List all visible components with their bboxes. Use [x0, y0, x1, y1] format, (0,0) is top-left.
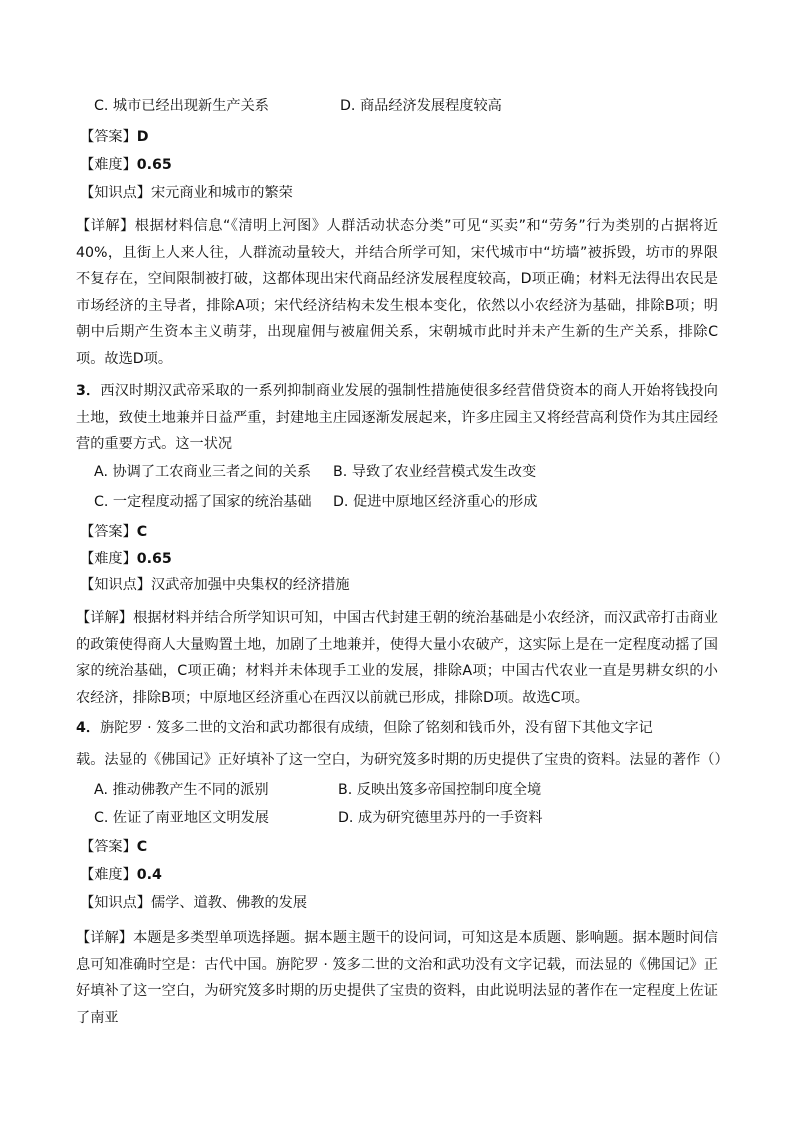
- q4-option-c: C. 佐证了南亚地区文明发展: [94, 810, 269, 826]
- detail-text: 根据材料信息“《清明上河图》人群活动状态分类”可见“买卖”和“劳务”行为类别的占据将近40%，且街上人来人往，人群流动量较大，并结合所学可知，宋代城市中“坊墙”被拆毁，坊市的界限不复存在，空间限制被打破，这都体现出宋代商品经济发展程度较高，D项正确；材料无法得出农民是市场经济的主导者，排除A项；宋代经济结构未发生根本变化，依然以小农经济为基础，排除B项；明朝中后期产生资本主义萌芽，出现雇佣与被雇佣关系，宋朝城市此时并未产生新的生产关系，排除C项。故选D项。: [76, 218, 718, 367]
- question-stem: 西汉时期汉武帝采取的一系列抑制商业发展的强制性措施使很多经营借贷资本的商人开始将钱投向土地，致使土地兼并日益严重，封建地主庄园逐渐发展起来，许多庄园主又将经营高利贷作为其庄园经营的重要方式。这一状况: [76, 383, 718, 453]
- question-number: 4．: [76, 720, 101, 736]
- q4-stem-line2: 载。法显的《佛国记》正好填补了这一空白，为研究笈多时期的历史提供了宝贵的资料。法显的著作（）: [76, 752, 729, 768]
- question-number: 3．: [76, 383, 101, 399]
- q2-detail: [76, 213, 718, 373]
- q3-option-b: B. 导致了农业经营模式发生改变: [333, 464, 537, 480]
- knowledge-value: 汉武帝加强中央集权的经济措施: [150, 577, 350, 593]
- q4-stem-line1: [76, 718, 653, 738]
- q3-option-c: C. 一定程度动摇了国家的统治基础: [94, 494, 312, 510]
- answer-value: D: [136, 129, 149, 145]
- q2-answer: [80, 127, 149, 147]
- answer-value: C: [136, 524, 148, 540]
- knowledge-value: 宋元商业和城市的繁荣: [150, 185, 293, 201]
- q3-option-a: A. 协调了工农商业三者之间的关系: [94, 464, 312, 480]
- q2-difficulty: [80, 155, 172, 175]
- answer-label: 【答案】: [80, 524, 137, 540]
- knowledge-value: 儒学、道教、佛教的发展: [150, 895, 308, 911]
- q3-detail: [76, 605, 718, 711]
- q4-option-b: B. 反映出笈多帝国控制印度全境: [338, 782, 542, 798]
- q2-option-d: D. 商品经济发展程度较高: [340, 98, 502, 114]
- q4-knowledge: [80, 893, 307, 913]
- difficulty-value: 0.65: [136, 551, 172, 567]
- detail-label: 【详解】: [76, 610, 134, 626]
- q2-knowledge: [80, 183, 293, 203]
- q4-difficulty: [80, 865, 162, 885]
- q4-option-d: D. 成为研究德里苏丹的一手资料: [338, 810, 543, 826]
- detail-label: 【详解】: [76, 930, 134, 946]
- difficulty-value: 0.4: [136, 867, 162, 883]
- q3-stem: [76, 378, 718, 458]
- answer-value: C: [136, 839, 148, 855]
- difficulty-label: 【难度】: [80, 157, 137, 173]
- detail-text: 根据材料并结合所学知识可知，中国古代封建王朝的统治基础是小农经济，而汉武帝打击商业的政策使得商人大量购置土地，加剧了土地兼并，使得大量小农破产，这实际上是在一定程度动摇了国家的统治基础，C项正确；材料并未体现手工业的发展，排除A项；中国古代农业一直是男耕女织的小农经济，排除B项；中原地区经济重心在西汉以前就已形成，排除D项。故选C项。: [76, 610, 718, 706]
- q4-option-a: A. 推动佛教产生不同的派别: [94, 782, 269, 798]
- q3-difficulty: [80, 549, 172, 569]
- q4-answer: [80, 837, 147, 857]
- answer-label: 【答案】: [80, 839, 137, 855]
- knowledge-label: 【知识点】: [80, 577, 151, 593]
- difficulty-value: 0.65: [136, 157, 172, 173]
- detail-label: 【详解】: [76, 218, 135, 234]
- difficulty-label: 【难度】: [80, 551, 137, 567]
- q4-detail: [76, 925, 718, 1031]
- knowledge-label: 【知识点】: [80, 185, 151, 201]
- q3-answer: [80, 522, 147, 542]
- q3-option-d: D. 促进中原地区经济重心的形成: [333, 494, 538, 510]
- detail-text: 本题是多类型单项选择题。据本题主题干的设问词，可知这是本质题、影响题。据本题时间信息可知准确时空是：古代中国。旃陀罗 · 笈多二世的文治和武功没有文字记载，而法显的《佛国记》正好填补了这一空白，为研究笈多时期的历史提供了宝贵的资料，由此说明法显的著作在一定程度上佐证了南亚: [76, 930, 718, 1026]
- q3-knowledge: [80, 575, 350, 595]
- knowledge-label: 【知识点】: [80, 895, 151, 911]
- question-stem: 旃陀罗 · 笈多二世的文治和武功都很有成绩，但除了铭刻和钱币外，没有留下其他文字记: [100, 720, 653, 736]
- difficulty-label: 【难度】: [80, 867, 137, 883]
- answer-label: 【答案】: [80, 129, 137, 145]
- q2-option-c: C. 城市已经出现新生产关系: [94, 98, 269, 114]
